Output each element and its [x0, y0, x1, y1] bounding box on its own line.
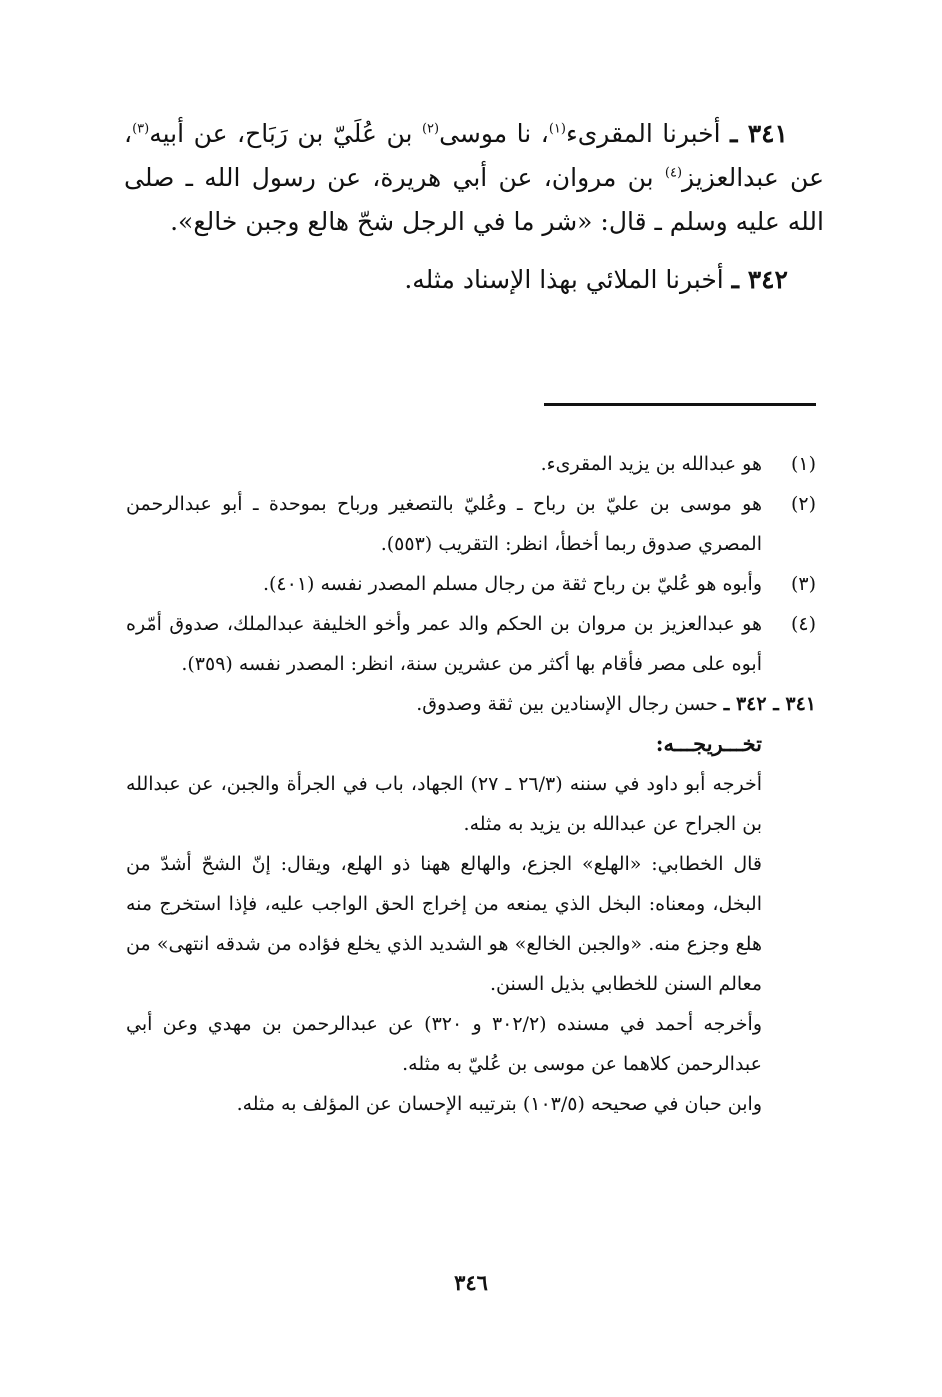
takhrij-paragraph: وأخرجه أحمد في مسنده (٣٠٢/٢ و ٣٢٠) عن عبدالرحمن بن مهدي وعن أبي عبدالرحمن كلاهما عن موسى بن عُليّ به مثله.: [126, 1013, 762, 1075]
hadith-number: ٣٤٢ ـ: [731, 265, 788, 294]
footnote: [126, 604, 816, 684]
takhrij-paragraph: وابن حبان في صحيحه (١٠٣/٥) بترتيبه الإحسان عن المؤلف به مثله.: [236, 1093, 762, 1115]
footnote: [126, 564, 816, 604]
hadith-341: [124, 112, 824, 244]
hadith-text: [124, 112, 824, 316]
hadith-text-segment: ، نا موسى: [439, 119, 549, 148]
page-number: ٣٤٦: [454, 1270, 488, 1295]
footnote-ref: (٤): [664, 165, 683, 181]
footnote-number: (٤): [790, 613, 816, 635]
footnote-number: (٢): [790, 493, 816, 515]
footnote: [126, 484, 816, 564]
takhrij-heading: تخـــريجـــه:: [655, 731, 762, 756]
footnote-number: (١): [790, 453, 816, 475]
hadith-text-segment: بن مروان، عن أبي هريرة، عن رسول الله ـ صلى الله عليه وسلم ـ قال: «شر ما في الرجل شحّ هالع وجبن خالع».: [124, 163, 824, 236]
footnote-ref: (٣): [132, 121, 150, 137]
footnote-separator: [544, 403, 816, 406]
grade-numbers: ٣٤١ ـ ٣٤٢ ـ: [723, 693, 816, 715]
footnote-text: هو عبدالعزيز بن مروان بن الحكم والد عمر وأخو الخليفة عبدالملك، صدوق أمّره أبوه على مصر فأقام بها أكثر من عشرين سنة، انظر: المصدر نفسه (٣٥٩).: [126, 613, 762, 675]
footnote-text: هو عبدالله بن يزيد المقرىء.: [540, 453, 762, 475]
hadith-342: [124, 258, 824, 302]
footnote-text: وأبوه هو عُليّ بن رباح ثقة من رجال مسلم المصدر نفسه (٤٠١).: [262, 573, 762, 595]
footnote-text: هو موسى بن عليّ بن رباح ـ وعُليّ بالتصغير ورباح بموحدة ـ أبو عبدالرحمن المصري صدوق ربما أخطأ، انظر: التقريب (٥٥٣).: [126, 493, 762, 555]
hadith-text-segment: بن عُلَيّ بن رَبَاح، عن أبيه: [149, 119, 422, 148]
takhrij-paragraph: أخرجه أبو داود في سننه (٢٦/٣ ـ ٢٧) الجهاد، باب في الجرأة والجبن، عن عبدالله بن الجراح عن عبدالله بن يزيد به مثله.: [126, 773, 762, 835]
footnote-ref: (١): [548, 121, 566, 137]
hadith-text-segment: أخبرنا الملائي بهذا الإسناد مثله.: [404, 265, 724, 294]
hadith-grade: [126, 684, 816, 724]
footnotes-section: [126, 444, 816, 1124]
footnote: [126, 444, 816, 484]
takhrij-paragraph: قال الخطابي: «الهلع» الجزع، والهالع ههنا ذو الهلع، ويقال: إنّ الشحّ أشدّ من البخل، ومعناه: البخل الذي يمنعه من إخراج الحق الواجب عليه، فإذا استخرج منه هلع وجزع منه. «والجبن الخالع» هو الشديد الذي يخلع فؤاده من شدقه انتهى» من معالم السنن للخطابي بذيل السنن.: [126, 853, 762, 995]
grade-text: حسن رجال الإسنادين بين ثقة وصدوق.: [416, 693, 718, 715]
hadith-text-segment: ، عن عبدالعزيز: [124, 119, 824, 192]
hadith-text-segment: أخبرنا المقرىء: [565, 119, 721, 148]
hadith-number: ٣٤١ ـ: [730, 119, 788, 148]
footnote-number: (٣): [790, 573, 816, 595]
footnote-ref: (٢): [421, 121, 440, 137]
